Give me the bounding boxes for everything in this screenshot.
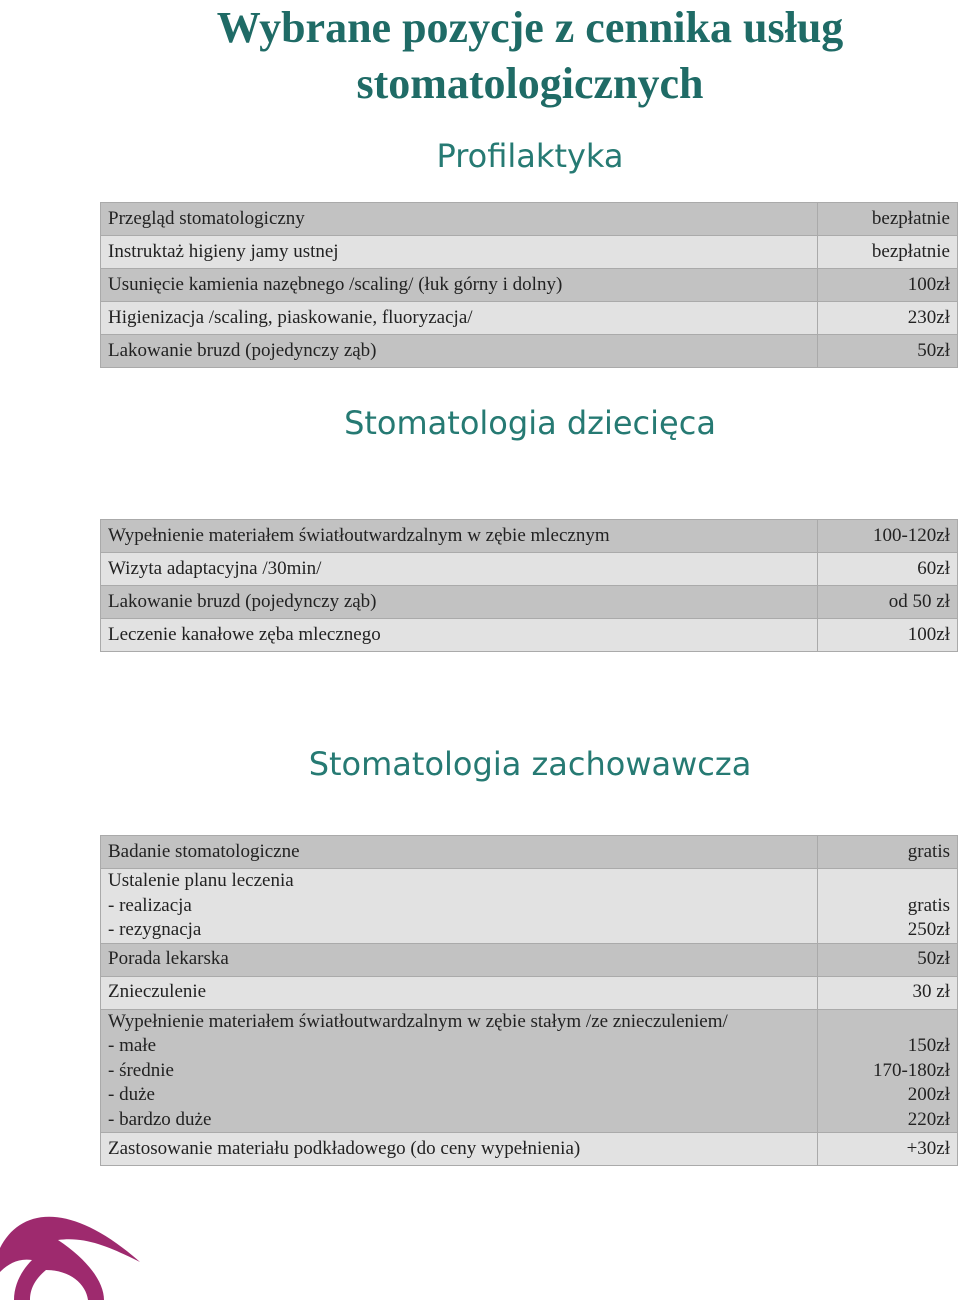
- service-label: [101, 1009, 818, 1133]
- service-label: Wypełnienie materiałem światłoutwardzalnym w zębie mlecznym: [101, 520, 818, 553]
- service-price: 100zł: [818, 619, 958, 652]
- table-row: [101, 236, 958, 269]
- service-label: Higienizacja /scaling, piaskowanie, fluoryzacja/: [101, 302, 818, 335]
- service-price: 230zł: [818, 302, 958, 335]
- service-label: Badanie stomatologiczne: [101, 836, 818, 869]
- page-title: [100, 0, 960, 112]
- service-label: Lakowanie bruzd (pojedynczy ząb): [101, 586, 818, 619]
- table-row: [101, 302, 958, 335]
- price-table-stomatologia-zachowawcza: [100, 835, 958, 1166]
- service-price: 100zł: [818, 269, 958, 302]
- service-price: [818, 1009, 958, 1133]
- service-label: Lakowanie bruzd (pojedynczy ząb): [101, 335, 818, 368]
- table-row: [101, 836, 958, 869]
- service-label: Zastosowanie materiału podkładowego (do ceny wypełnienia): [101, 1133, 818, 1166]
- service-sub-label: - duże: [108, 1084, 155, 1105]
- service-price: bezpłatnie: [818, 236, 958, 269]
- section-title-profilaktyka: Profilaktyka: [436, 137, 624, 175]
- title-line-2: stomatologicznych: [356, 59, 704, 108]
- table-row: [101, 869, 958, 944]
- service-sub-price: 200zł: [907, 1084, 950, 1105]
- service-price: +30zł: [818, 1133, 958, 1166]
- service-price: 30 zł: [818, 976, 958, 1009]
- service-label: Leczenie kanałowe zęba mlecznego: [101, 619, 818, 652]
- service-price: [818, 869, 958, 944]
- service-label: Instruktaż higieny jamy ustnej: [101, 236, 818, 269]
- service-sub-price: 250zł: [907, 919, 950, 940]
- service-sub-price: 150zł: [907, 1035, 950, 1056]
- service-price: 50zł: [818, 943, 958, 976]
- service-sub-label: - średnie: [108, 1059, 174, 1081]
- table-row: [101, 943, 958, 976]
- service-label: Usunięcie kamienia nazębnego /scaling/ (łuk górny i dolny): [101, 269, 818, 302]
- table-row: [101, 553, 958, 586]
- section-title-stomatologia-dziecieca: Stomatologia dziecięca: [344, 404, 716, 442]
- table-row: [101, 203, 958, 236]
- service-label: Porada lekarska: [101, 943, 818, 976]
- price-table-profilaktyka: [100, 202, 958, 368]
- table-row: [101, 520, 958, 553]
- table-row: [101, 335, 958, 368]
- service-sub-price: 170-180zł: [872, 1059, 950, 1081]
- service-label-main: Ustalenie planu leczenia: [108, 870, 294, 891]
- service-sub-price: 220zł: [907, 1108, 950, 1130]
- service-label: [101, 869, 818, 944]
- service-price: 60zł: [818, 553, 958, 586]
- table-row: [101, 269, 958, 302]
- service-price: od 50 zł: [818, 586, 958, 619]
- table-row: [101, 976, 958, 1009]
- table-row: [101, 619, 958, 652]
- title-line-1: Wybrane pozycje z cennika usług: [216, 3, 844, 52]
- service-price: bezpłatnie: [818, 203, 958, 236]
- service-sub-label: - małe: [108, 1035, 157, 1056]
- service-label: Wizyta adaptacyjna /30min/: [101, 553, 818, 586]
- table-row: [101, 586, 958, 619]
- service-price: gratis: [818, 836, 958, 869]
- service-price: 100-120zł: [818, 520, 958, 553]
- service-sub-label: - bardzo duże: [108, 1108, 212, 1130]
- service-sub-price: gratis: [907, 894, 950, 916]
- service-sub-label: - realizacja: [108, 894, 192, 916]
- price-table-stomatologia-dziecieca: [100, 519, 958, 652]
- section-title-stomatologia-zachowawcza: Stomatologia zachowawcza: [308, 745, 752, 783]
- service-price: 50zł: [818, 335, 958, 368]
- table-row: [101, 1133, 958, 1166]
- service-label: Znieczulenie: [101, 976, 818, 1009]
- logo-swoosh-icon: [0, 1200, 150, 1300]
- service-label-main: Wypełnienie materiałem światłoutwardzalnym w zębie stałym /ze znieczuleniem/: [108, 1010, 728, 1032]
- table-row: [101, 1009, 958, 1133]
- service-sub-label: - rezygnacja: [108, 919, 202, 940]
- service-label: Przegląd stomatologiczny: [101, 203, 818, 236]
